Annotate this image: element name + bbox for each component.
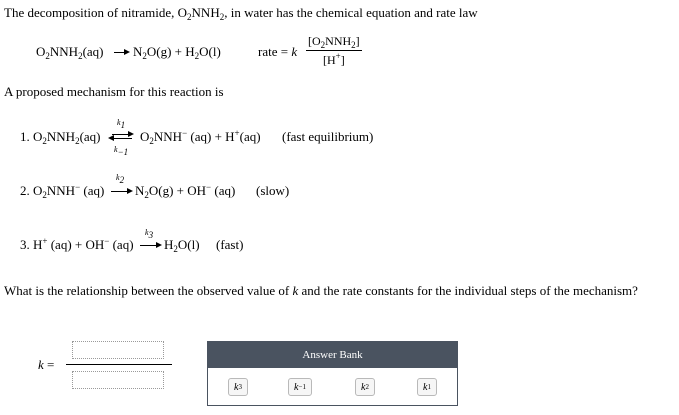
step-3-arrow-head-icon: [156, 242, 162, 248]
overall-equation-products: $N_2O(g) + H_2O(l)$: [133, 44, 221, 61]
rate-law-numerator: $[O_2NNH_2]$: [308, 34, 360, 50]
answer-chip-k1[interactable]: k 1: [417, 378, 437, 396]
answer-label: k =: [38, 357, 55, 372]
overall-arrow-head-icon: [124, 49, 130, 55]
answer-fraction-bar: [66, 364, 172, 365]
step-3-products: $H_2O(l)$: [164, 237, 200, 254]
rate-law-fraction: [306, 34, 362, 68]
question-text: What is the relationship between the observed value of k and the rate constants for the individual steps of the mechanism?: [4, 283, 638, 298]
step-2-arrow-head-icon: [127, 188, 133, 194]
answer-denominator-dropzone[interactable]: [72, 371, 164, 389]
step-1-reverse-arrow: [112, 138, 132, 139]
step-1-reverse-arrow-head-icon: [108, 135, 114, 141]
answer-bank: [207, 341, 458, 406]
step-1-products: $O_2NNH^-$ (aq) + H+(aq): [140, 128, 261, 146]
step-1-k-reverse: $k_{-1}$: [114, 145, 129, 157]
step-2-reactants: 2. $O_2NNH^-$ (aq): [20, 182, 105, 200]
answer-chip-k-minus-1[interactable]: k −1: [288, 378, 312, 396]
rate-law-lhs: rate = k: [258, 44, 298, 59]
step-1-k-forward: $k_1$: [117, 118, 126, 130]
step-2-products: $N_2O(g) + OH^-$ (aq): [135, 182, 236, 200]
rate-law-denominator: [H+]: [322, 51, 345, 67]
step-3-reactants: 3. H+ (aq) + OH− (aq): [20, 236, 134, 252]
answer-numerator-dropzone[interactable]: [72, 341, 164, 359]
step-2-k: $k_2$: [116, 173, 125, 185]
step-3-k: $k_3$: [145, 228, 154, 240]
answer-chip-k3[interactable]: k 3: [228, 378, 248, 396]
step-2-note: (slow): [256, 183, 290, 198]
intro-text: The decomposition of nitramide, $O_2NNH_2$, in water has the chemical equation and rate law: [4, 5, 478, 22]
step-1-note: (fast equilibrium): [282, 129, 374, 144]
step-3-note: (fast): [216, 237, 244, 252]
step-1-reactants: 1. $O_2NNH_2(aq)$: [20, 129, 101, 146]
mechanism-intro: A proposed mechanism for this reaction is: [4, 84, 224, 99]
step-1-forward-arrow-head-icon: [128, 131, 134, 137]
overall-equation-reactants: $O_2NNH_2(aq)$: [36, 44, 104, 61]
answer-bank-title: Answer Bank: [208, 342, 457, 368]
answer-chip-k2[interactable]: k 2: [355, 378, 375, 396]
